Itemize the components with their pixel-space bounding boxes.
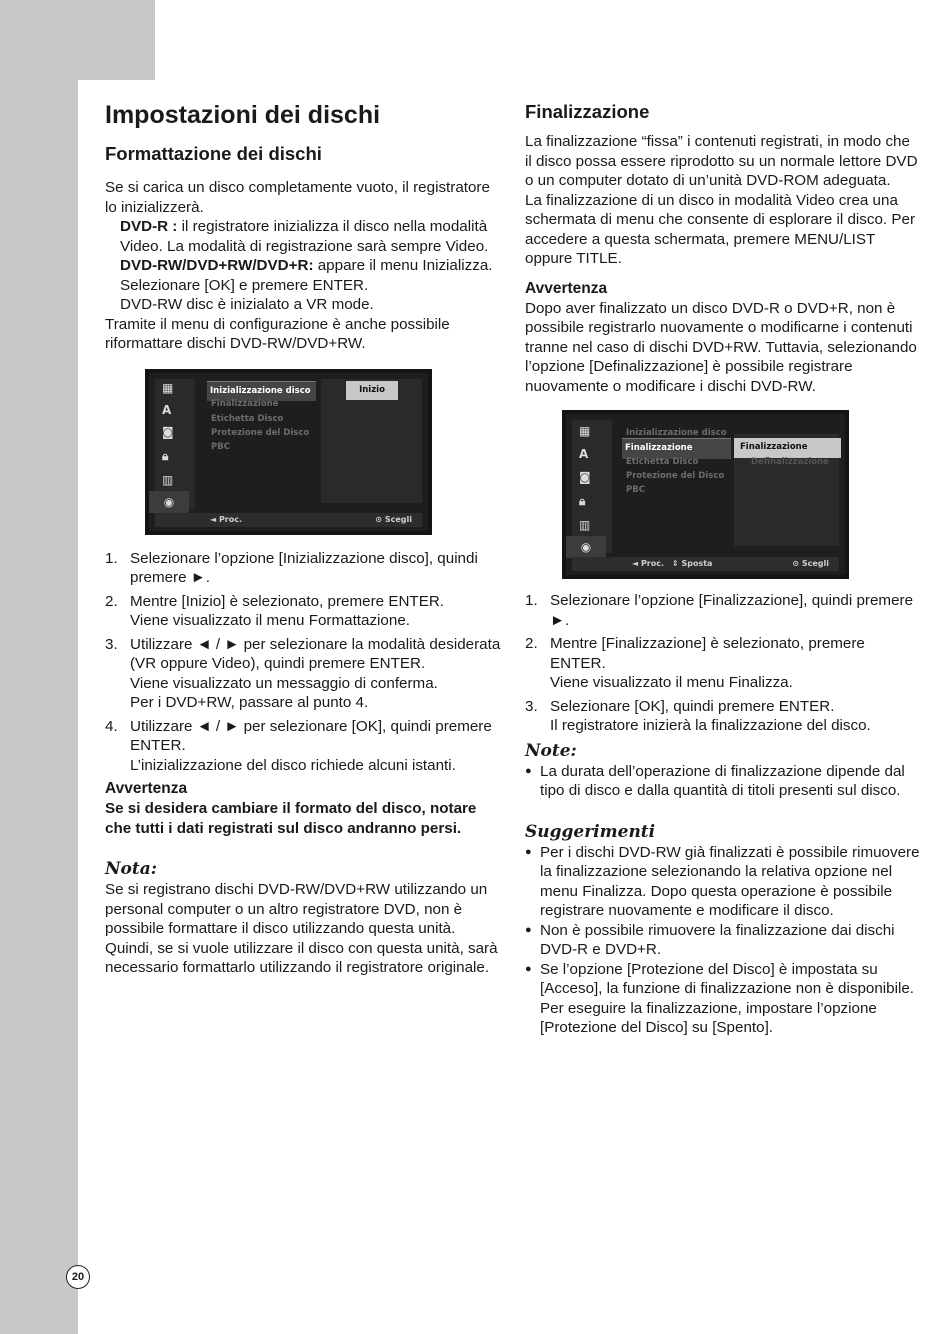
step-item: 1. Selezionare l’opzione [Finalizzazione], quindi premere ►. [525, 592, 914, 629]
note-list [525, 762, 920, 801]
speaker-icon: ◙ [162, 424, 174, 439]
disc-icon: ◉ [566, 536, 606, 558]
section-title-finalize: Finalizzazione [525, 101, 650, 122]
film-icon: ▦ [162, 380, 174, 395]
osd-icon-bar [572, 420, 612, 553]
osd-start-button[interactable]: Inizio [346, 381, 398, 401]
film-icon: ▦ [579, 424, 591, 438]
intro-text: Se si carica un disco completamente vuoto, il registratore lo inizializzerà. [105, 179, 490, 216]
tip-item: ● Per i dischi DVD-RW già finalizzati è possibile rimuovere la finalizzazione selezionando la relativa opzione nel menu Finalizza. Dopo questa operazione è possibile registrare nuovamente e modificare il disco. [525, 843, 920, 921]
osd-option-pbc[interactable]: PBC [626, 485, 645, 495]
osd-footer [572, 557, 839, 571]
osd-option-protect[interactable]: Protezione del Disco [626, 471, 725, 481]
warning-title: Avvertenza [105, 780, 188, 797]
note-item: ● La durata dell’operazione di finalizzazione dipende dal tipo di disco e dalla quantità di titoli presenti sul disco. [525, 762, 920, 801]
osd-prev-hint: ◄ Proc. [210, 514, 243, 524]
osd-icon-bar [155, 379, 195, 509]
note-title-right: Note: [525, 740, 577, 761]
finalize-p1: La finalizzazione “fissa” i contenuti registrati, in modo che il disco possa essere riprodotto su un normale lettore DVD o un computer dotato di un’unità DVD-ROM adeguata. [525, 133, 918, 189]
osd-menu-initialize [145, 369, 432, 535]
warning-text: Se si desidera cambiare il formato del disco, notare che tutti i dati registrati sul disco andranno persi. [105, 800, 477, 837]
osd-select-hint: ⊙ Scegli [375, 514, 412, 524]
dvdrw-paragraph [105, 256, 505, 295]
filmstrip-icon: ▥ [162, 472, 174, 487]
step-item: 2. Mentre [Finalizzazione] è selezionato, premere ENTER. Viene visualizzato il menu Finalizza. [525, 635, 865, 691]
osd-prev-hint: ◄ Proc. [632, 559, 665, 568]
section-title-formatting: Formattazione dei dischi [105, 143, 322, 164]
language-icon: A [162, 402, 172, 417]
osd-option-protect[interactable]: Protezione del Disco [211, 427, 310, 438]
warning-text-right: Dopo aver finalizzato un disco DVD-R o DVD+R, non è possibile registrarlo nuovamente o modificarne i contenuti tranne nel caso di dischi DVD+RW. Tuttavia, selezionando l’opzione [Definalizzazione] è possibile registrare nuovamente o modificare i dischi DVD-RW. [525, 299, 917, 395]
osd-option-label[interactable]: Etichetta Disco [626, 457, 699, 467]
formatting-steps [105, 549, 505, 776]
osd-finalize-option[interactable]: Finalizzazione [734, 438, 841, 458]
dvdr-label: DVD-R : [120, 218, 178, 235]
tip-item: ● Non è possibile rimuovere la finalizzazione dai dischi DVD-R e DVD+R. [525, 921, 920, 960]
page-title: Impostazioni dei dischi [105, 101, 381, 129]
left-column [105, 100, 505, 978]
osd-move-hint: ⇕ Sposta [672, 559, 713, 568]
note-text: Se si registrano dischi DVD-RW/DVD+RW utilizzando un personal computer o un altro registratore DVD, non è possibile formattare il disco utilizzando questa unità. Quindi, se si vuole utilizzare il disco con questa unità, sarà necessario formattarlo utilizzando il registratore originale. [105, 881, 498, 976]
tips-list [525, 843, 920, 1038]
lock-icon: 🔒︎ [162, 448, 169, 463]
osd-option-pbc[interactable]: PBC [211, 441, 230, 452]
lock-icon: 🔒︎ [579, 494, 586, 508]
reformat-text: Tramite il menu di configurazione è anche possibile riformattare dischi DVD-RW/DVD+RW. [105, 315, 450, 352]
osd-footer [155, 513, 422, 527]
dvdr-paragraph [105, 217, 505, 256]
dvdrw-vr-text: DVD-RW disc è inizialato a VR mode. [120, 296, 374, 313]
dvdrw-text: appare il menu Inizializza. Selezionare [OK] e premere ENTER. [120, 257, 493, 294]
filmstrip-icon: ▥ [579, 518, 591, 532]
tips-title: Suggerimenti [525, 821, 656, 842]
step-item: 4. Utilizzare ◄ / ► per selezionare [OK], quindi premere ENTER. L’inizializzazione del disco richiede alcuni istanti. [105, 717, 492, 774]
step-item: 3. Utilizzare ◄ / ► per selezionare la modalità desiderata (VR oppure Video), quindi premere ENTER. Viene visualizzato un messaggio di conferma. Per i DVD+RW, passare al punto 4. [105, 635, 501, 711]
disc-icon: ◉ [149, 491, 189, 513]
osd-definalize-option[interactable]: Definalizzazione [751, 457, 829, 467]
osd-option-finalize[interactable]: Finalizzazione [622, 438, 731, 459]
osd-option-init[interactable]: Inizializzazione disco [207, 381, 316, 402]
osd-select-hint: ⊙ Scegli [792, 559, 829, 568]
speaker-icon: ◙ [579, 470, 591, 484]
dvdrw-label: DVD-RW/DVD+RW/DVD+R: [120, 257, 314, 274]
osd-menu-finalize [562, 410, 849, 579]
tip-item: ● Se l’opzione [Protezione del Disco] è impostata su [Acceso], la funzione di finalizzazione non è disponibile. Per eseguire la finalizzazione, impostare l’opzione [Protezione del Disco] su [Spento]. [525, 960, 920, 1038]
warning-title-right: Avvertenza [525, 279, 608, 297]
finalize-p2: La finalizzazione di un disco in modalità Video crea una schermata di menu che consente di esplorare il disco. Per accedere a questa schermata, premere MENU/LIST oppure TITLE. [525, 191, 916, 267]
step-item: 2. Mentre [Inizio] è selezionato, premere ENTER. Viene visualizzato il menu Formattazione. [105, 592, 445, 629]
note-title: Nota: [105, 859, 158, 879]
finalize-steps [525, 591, 920, 736]
page-number: 20 [66, 1265, 90, 1289]
right-column [525, 100, 920, 1038]
osd-option-finalize[interactable]: Finalizzazione [211, 398, 279, 409]
step-item: 3. Selezionare [OK], quindi premere ENTER. Il registratore inizierà la finalizzazione del disco. [525, 697, 871, 734]
dvdr-text: il registratore inizializza il disco nella modalità Video. La modalità di registrazione sarà sempre Video. [120, 218, 489, 255]
osd-option-init[interactable]: Inizializzazione disco [626, 428, 727, 438]
language-icon: A [579, 447, 589, 461]
step-item: 1. Selezionare l’opzione [Inizializzazione disco], quindi premere ►. [105, 549, 478, 586]
osd-option-label[interactable]: Etichetta Disco [211, 413, 284, 424]
